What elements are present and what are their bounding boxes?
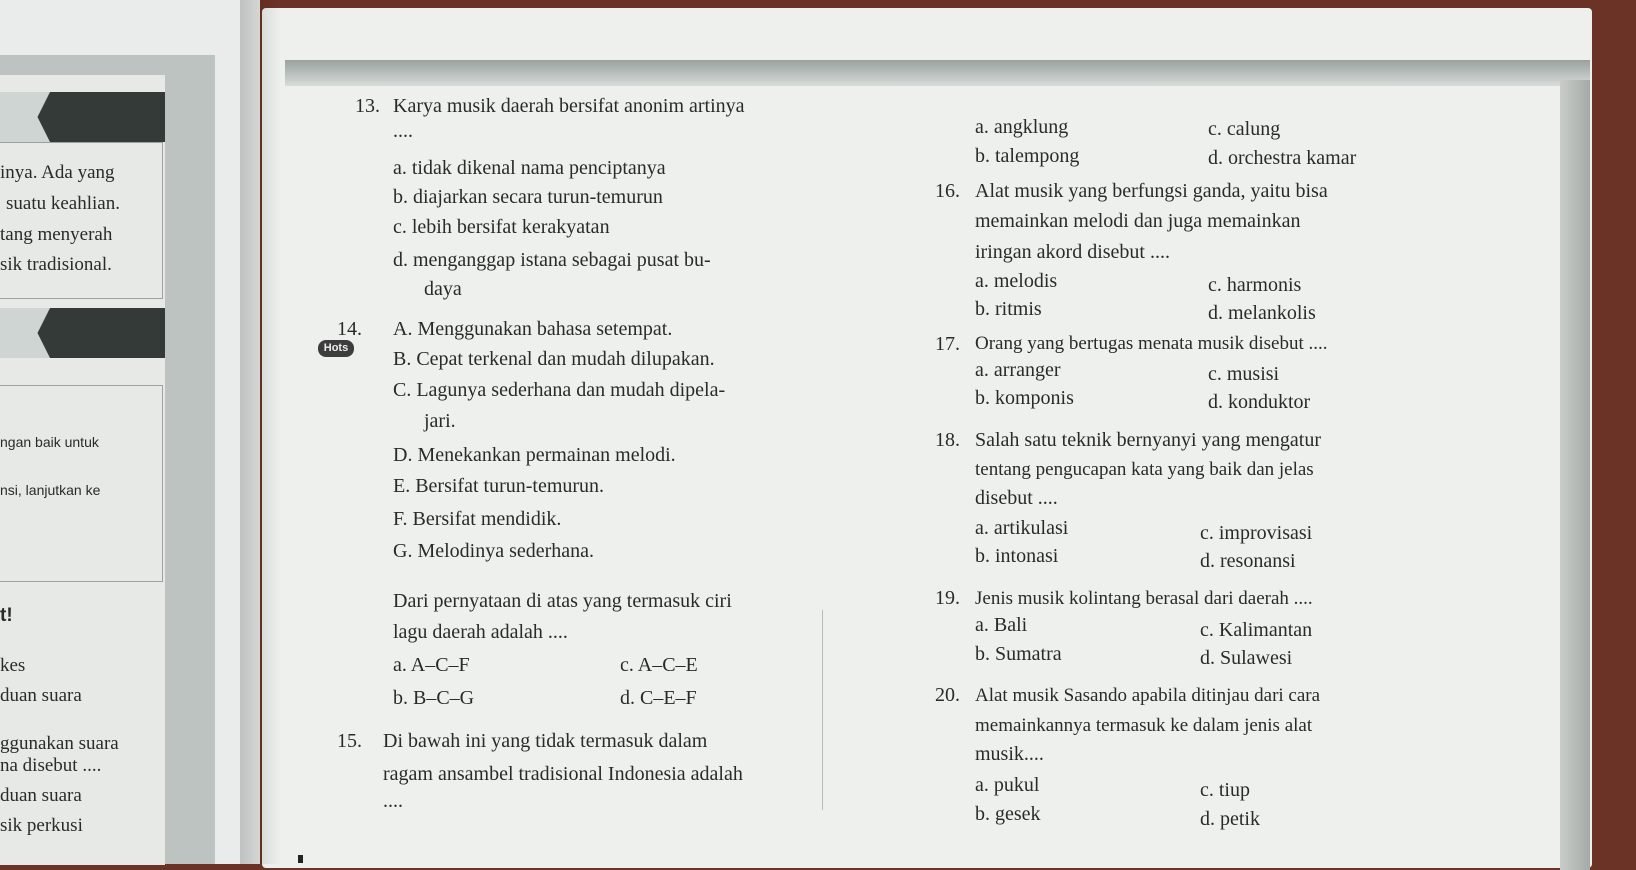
q16-option-d: d. melankolis (1208, 302, 1316, 324)
q19-option-c: c. Kalimantan (1200, 619, 1313, 641)
q14-question-line2: lagu daerah adalah .... (393, 621, 568, 643)
q14-statement-c: C. Lagunya sederhana dan mudah dipela- (393, 379, 726, 401)
q20-option-d: d. petik (1200, 808, 1260, 830)
page-top-band (285, 60, 1590, 86)
left-fragment: ngan baik untuk (0, 434, 99, 450)
q14-option-d: d. C–E–F (620, 687, 697, 709)
column-divider (822, 610, 823, 810)
left-fragment: duan suara (0, 685, 82, 706)
q18-option-b: b. intonasi (975, 545, 1059, 567)
q17-option-c: c. musisi (1208, 363, 1280, 385)
q13-text: Karya musik daerah bersifat anonim artinya (393, 95, 745, 117)
left-fragment: nsi, lanjutkan ke (0, 482, 101, 498)
q16-line1: Alat musik yang berfungsi ganda, yaitu bisa (975, 180, 1328, 202)
q20-option-b: b. gesek (975, 803, 1041, 825)
q14-statement-b: B. Cepat terkenal dan mudah dilupakan. (393, 348, 715, 370)
q13-option-c: c. lebih bersifat kerakyatan (393, 216, 610, 238)
left-fragment: inya. Ada yang (0, 162, 115, 183)
hots-badge: Hots (318, 340, 354, 357)
q14-question-line1: Dari pernyataan di atas yang termasuk ciri (393, 590, 732, 612)
q16-option-a: a. melodis (975, 270, 1058, 292)
q18-option-d: d. resonansi (1200, 550, 1296, 572)
q15-option-d: d. orchestra kamar (1208, 147, 1357, 169)
left-fragment: sik perkusi (0, 815, 83, 836)
q15-option-b: b. talempong (975, 145, 1080, 167)
q17-option-d: d. konduktor (1208, 391, 1311, 413)
q14-option-a: a. A–C–F (393, 654, 470, 676)
left-fragment: t! (0, 605, 13, 626)
q16-option-c: c. harmonis (1208, 274, 1302, 296)
q19-option-d: d. Sulawesi (1200, 647, 1293, 669)
left-fragment: kes (0, 655, 26, 676)
q13-text-cont: .... (393, 120, 413, 142)
q13-option-d-cont: daya (424, 278, 462, 300)
q19-option-b: b. Sumatra (975, 643, 1062, 665)
left-fragment: tang menyerah (0, 224, 113, 245)
q15-option-a: a. angklung (975, 116, 1069, 138)
q20-line1: Alat musik Sasando apabila ditinjau dari cara (975, 685, 1321, 706)
q18-option-c: c. improvisasi (1200, 522, 1313, 544)
q20-option-c: c. tiup (1200, 779, 1250, 801)
left-fragment: na disebut .... (0, 755, 102, 776)
left-page-tab (0, 308, 165, 358)
q14-statement-e: E. Bersifat turun-temurun. (393, 475, 605, 497)
q15-line2: ragam ansambel tradisional Indonesia adalah (383, 763, 743, 785)
q20-line3: musik.... (975, 743, 1044, 765)
left-fragment: ggunakan suara (0, 733, 119, 754)
q15-number: 15. (337, 730, 362, 752)
q13-option-b: b. diajarkan secara turun-temurun (393, 186, 663, 208)
q14-statement-f: F. Bersifat mendidik. (393, 508, 562, 530)
q14-option-c: c. A–C–E (620, 654, 698, 676)
q16-line2: memainkan melodi dan juga memainkan (975, 210, 1301, 232)
q19-number: 19. (935, 587, 960, 609)
q20-option-a: a. pukul (975, 774, 1040, 796)
q14-statement-g: G. Melodinya sederhana. (393, 540, 595, 562)
q17-option-a: a. arranger (975, 359, 1061, 381)
q19-line1: Jenis musik kolintang berasal dari daerah .... (975, 588, 1313, 609)
q16-number: 16. (935, 180, 960, 202)
q17-line1: Orang yang bertugas menata musik disebut .... (975, 333, 1328, 354)
q18-option-a: a. artikulasi (975, 517, 1069, 539)
q17-option-b: b. komponis (975, 387, 1074, 409)
left-page (0, 0, 260, 864)
q15-line1: Di bawah ini yang tidak termasuk dalam (383, 730, 708, 752)
q14-option-b: b. B–C–G (393, 687, 475, 709)
q18-line3: disebut .... (975, 487, 1058, 509)
q16-option-b: b. ritmis (975, 298, 1042, 320)
page-mark (298, 855, 303, 863)
q13-option-d: d. menganggap istana sebagai pusat bu- (393, 249, 711, 271)
q14-statement-c-cont: jari. (424, 410, 456, 432)
q19-option-a: a. Bali (975, 614, 1028, 636)
q14-number: 14. (337, 318, 362, 340)
q18-number: 18. (935, 429, 960, 451)
q14-statement-d: D. Menekankan permainan melodi. (393, 444, 676, 466)
q18-line2: tentang pengucapan kata yang baik dan jelas (975, 459, 1314, 480)
q20-number: 20. (935, 684, 960, 706)
q17-number: 17. (935, 333, 960, 355)
q15-option-c: c. calung (1208, 118, 1281, 140)
q15-line3: .... (383, 790, 403, 812)
q13-option-a: a. tidak dikenal nama penciptanya (393, 157, 666, 179)
left-page-tab (0, 92, 165, 142)
q14-statement-a: A. Menggunakan bahasa setempat. (393, 318, 673, 340)
book-gutter (240, 0, 280, 864)
left-fragment: duan suara (0, 785, 82, 806)
page-side-band (1560, 80, 1590, 870)
q16-line3: iringan akord disebut .... (975, 241, 1170, 263)
left-fragment: sik tradisional. (0, 254, 112, 275)
q13-number: 13. (355, 95, 380, 117)
q18-line1: Salah satu teknik bernyanyi yang mengatur (975, 429, 1322, 451)
q20-line2: memainkannya termasuk ke dalam jenis alat (975, 715, 1313, 736)
left-fragment: suatu keahlian. (6, 193, 120, 214)
